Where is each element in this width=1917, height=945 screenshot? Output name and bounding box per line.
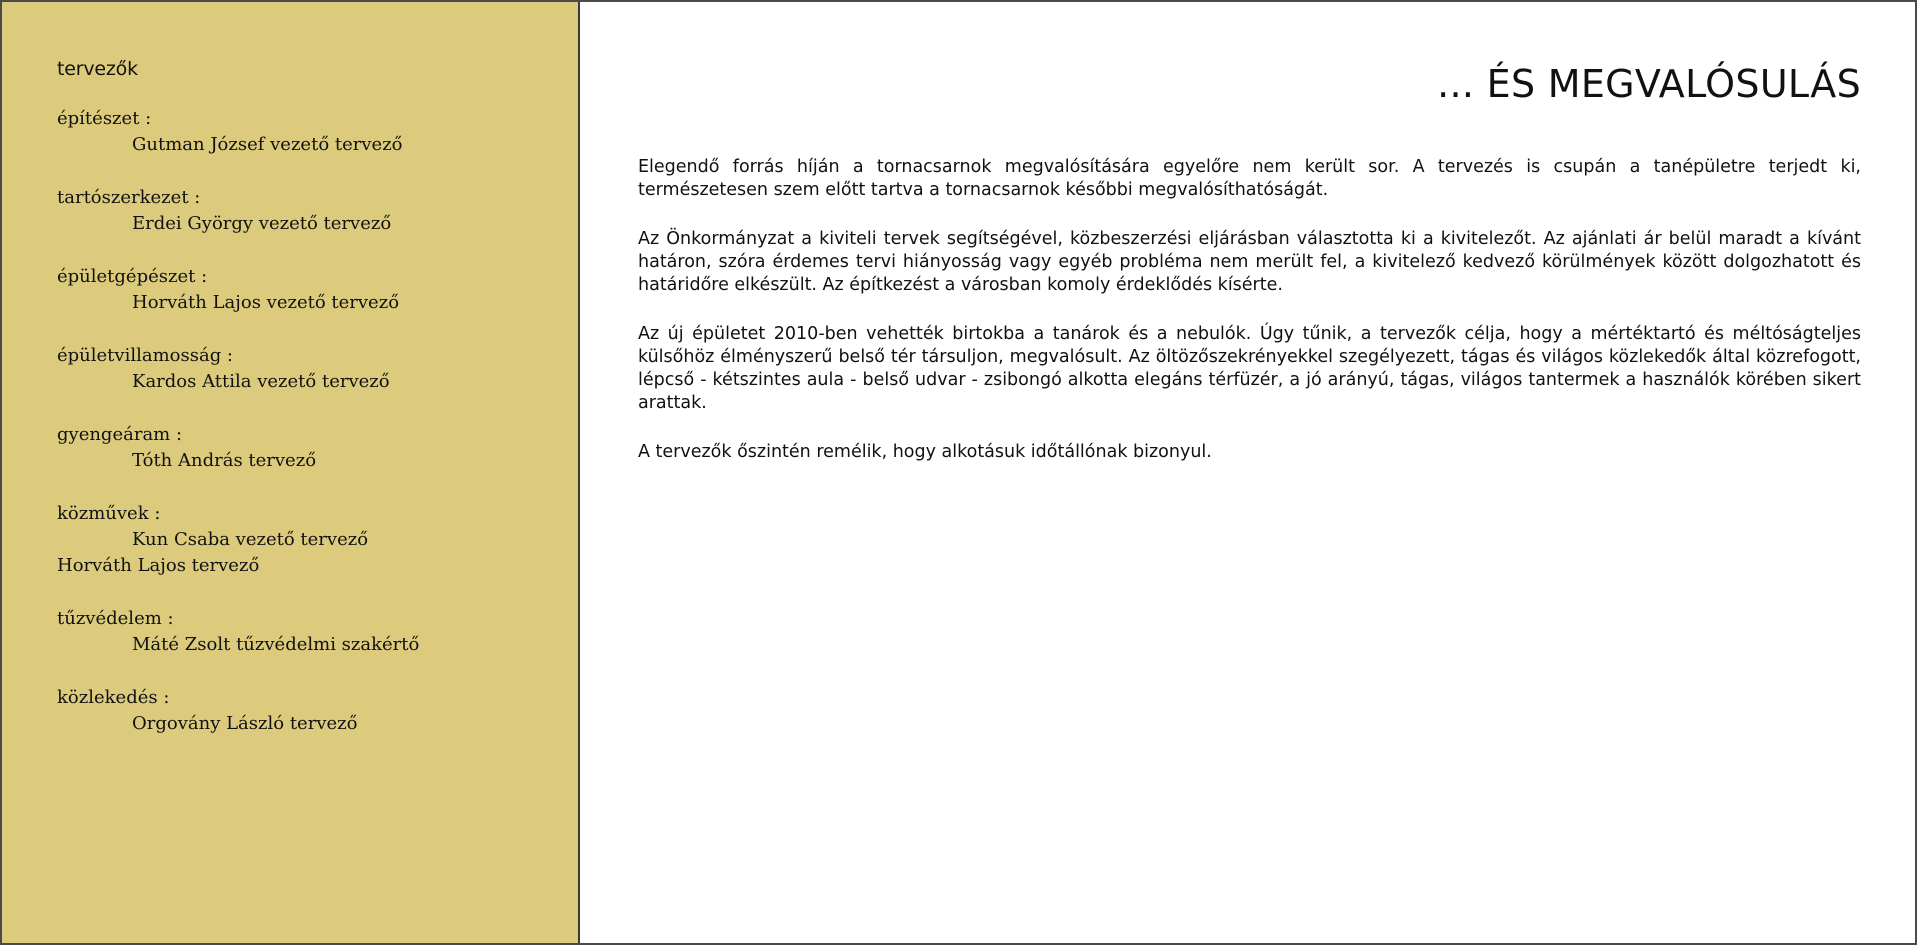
credit-name: Erdei György vezető tervező <box>132 213 392 234</box>
credit-group-transport <box>57 685 578 737</box>
designers-sidebar <box>2 2 580 943</box>
credit-group-fire-protection <box>57 606 578 658</box>
credit-name: Kun Csaba vezető tervező <box>132 529 369 550</box>
credit-category: gyengeáram : <box>57 424 183 445</box>
page-title: ... ÉS MEGVALÓSULÁS <box>1437 62 1861 106</box>
credit-category: közlekedés : <box>57 687 170 708</box>
credit-group-electrical <box>57 343 578 395</box>
credit-group-mechanical <box>57 264 578 316</box>
credit-name: Tóth András tervező <box>132 450 317 471</box>
sidebar-heading: tervezők <box>57 58 138 80</box>
credit-name: Gutman József vezető tervező <box>132 134 403 155</box>
credit-name: Orgovány László tervező <box>132 713 358 734</box>
credit-group-structure <box>57 185 578 237</box>
credit-group-architecture <box>57 106 578 158</box>
credit-category: tartószerkezet : <box>57 187 201 208</box>
credit-category: építészet : <box>57 108 152 129</box>
body-paragraph: Elegendő forrás híján a tornacsarnok megvalósítására egyelőre nem került sor. A tervezés is csupán a tanépületre terjedt ki, természetesen szem előtt tartva a tornacsarnok későbbi megvalósíthatóságát. <box>638 157 1861 200</box>
credit-name: Kardos Attila vezető tervező <box>132 371 390 392</box>
credit-category: épületgépészet : <box>57 266 208 287</box>
credit-category: épületvillamosság : <box>57 345 234 366</box>
credit-group-low-voltage <box>57 422 578 474</box>
credit-name: Máté Zsolt tűzvédelmi szakértő <box>132 634 420 655</box>
credit-category: közművek : <box>57 503 161 524</box>
credit-name: Horváth Lajos tervező <box>57 555 260 576</box>
body-paragraph: A tervezők őszintén remélik, hogy alkotásuk időtállónak bizonyul. <box>638 442 1212 462</box>
credit-name: Horváth Lajos vezető tervező <box>132 292 400 313</box>
main-content <box>580 2 1915 943</box>
body-paragraph: Az Önkormányzat a kiviteli tervek segítségével, közbeszerzési eljárásban választotta ki a kivitelezőt. Az ajánlati ár belül maradt a kívánt határon, szóra érdemes tervi hiányosság vagy egyéb probléma nem merült fel, a kivitelező kedvező körülmények között dolgozhatott és határidőre elkészült. Az építkezést a városban komoly érdeklődés kísérte. <box>638 229 1861 295</box>
credit-category: tűzvédelem : <box>57 608 174 629</box>
body-paragraph: Az új épületet 2010-ben vehették birtokba a tanárok és a nebulók. Úgy tűnik, a tervezők célja, hogy a mértéktartó és méltóságteljes külsőhöz élményszerű belső tér társuljon, megvalósult. Az öltözőszekrényekkel szegélyezett, tágas és világos közlekedők által közrefogott, lépcső - kétszintes aula - belső udvar - zsibongó alkotta elegáns térfüzér, a jó arányú, tágas, világos tantermek a használók körében sikert arattak. <box>638 324 1861 413</box>
credit-group-utilities <box>57 501 578 579</box>
